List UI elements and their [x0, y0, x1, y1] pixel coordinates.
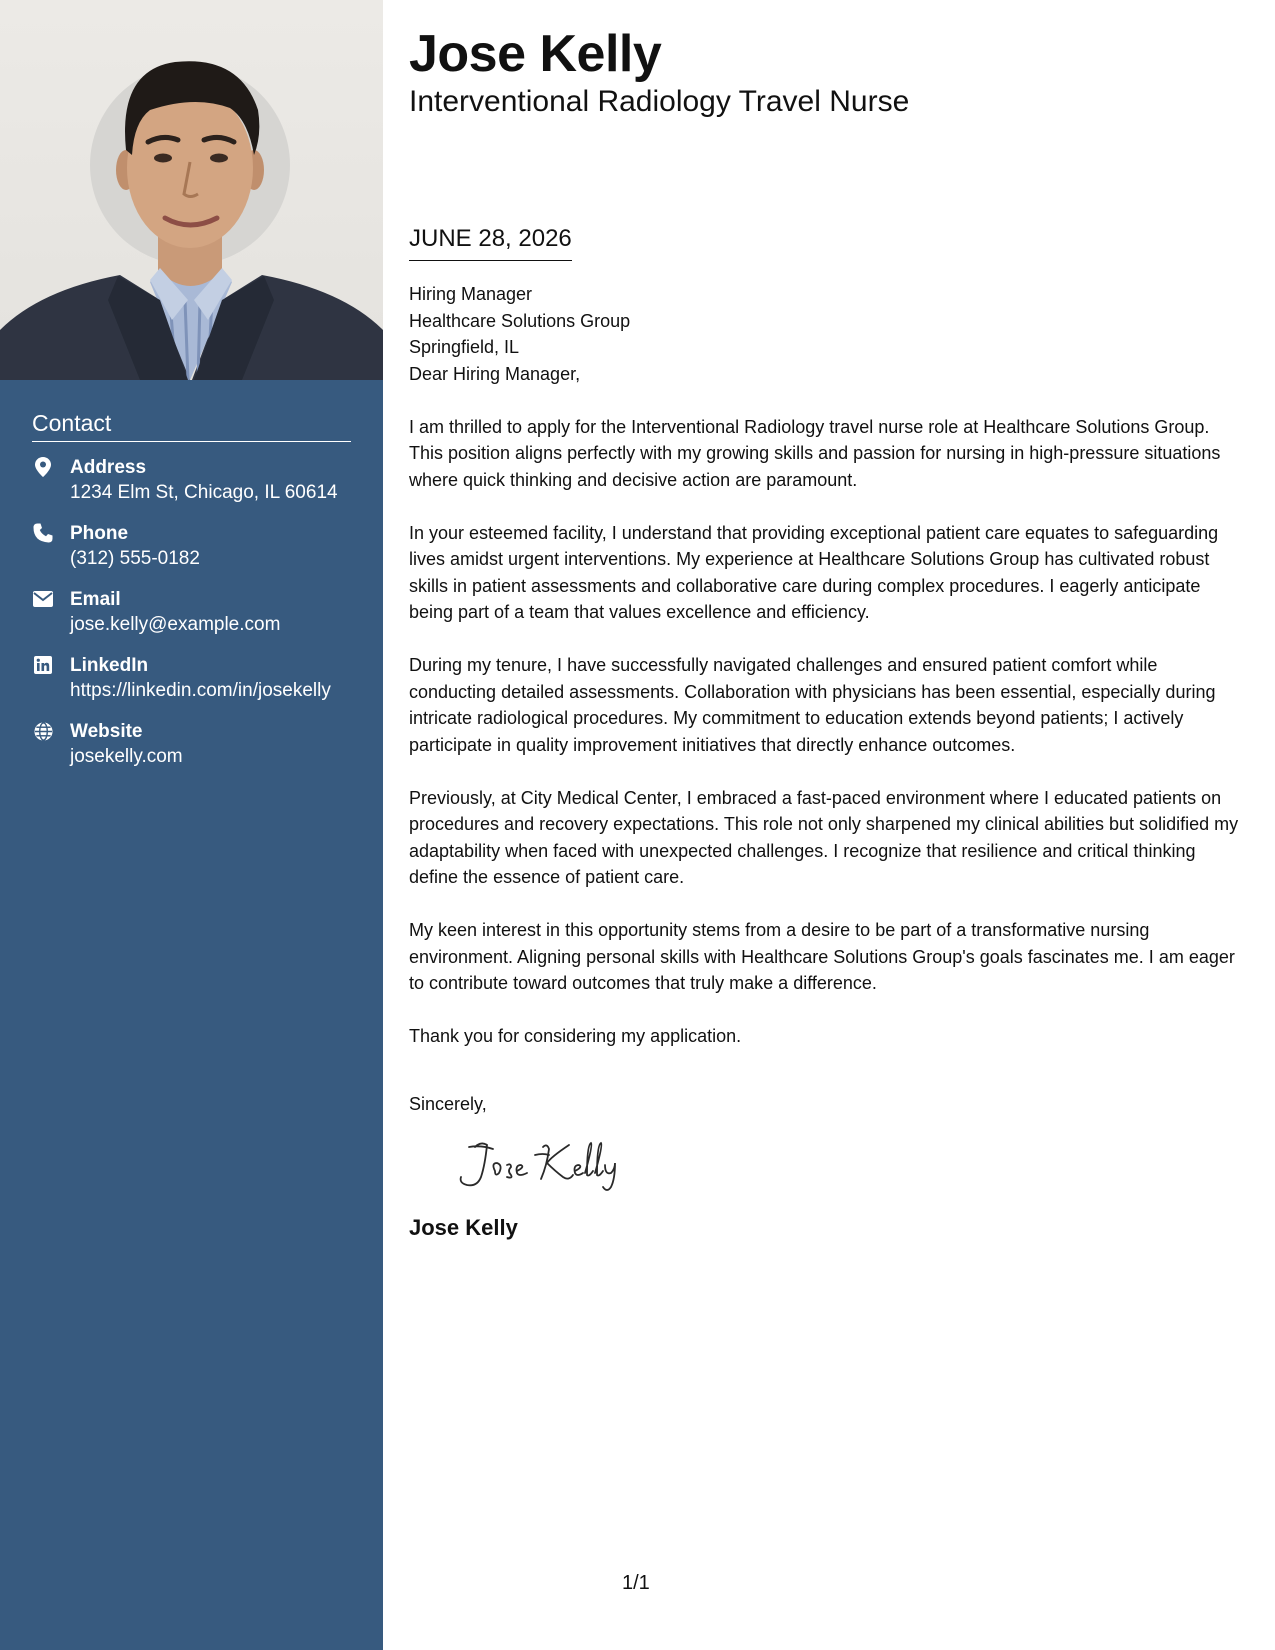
letter-paragraph: Previously, at City Medical Center, I embraced a fast-paced environment where I educated patients on procedures and recovery expectations. This role not only sharpened my clinical abilities but solidified my adaptability when faced with unexpected challenges. I recognize that resilience and critical thinking define the essence of patient care. — [409, 787, 1239, 887]
phone-icon — [32, 522, 54, 544]
date-block — [409, 224, 572, 261]
letter-paragraph: In your esteemed facility, I understand that providing exceptional patient care equates to safeguarding lives amidst urgent interventions. My experience at Healthcare Solutions Group has cultivated robust skills in patient assessments and collaborative care during complex procedures. I eagerly anticipate being part of a team that values excellence and efficiency. — [409, 522, 1219, 622]
letter-paragraph: My keen interest in this opportunity stems from a desire to be part of a transformative nursing environment. Aligning personal skills with Healthcare Solutions Group's goals fascinates me. I am eager to contribute toward outcomes that truly make a difference. — [409, 920, 1235, 993]
signer-name: Jose Kelly — [409, 1214, 518, 1240]
letter-date: JUNE 28, 2026 — [409, 224, 572, 261]
envelope-icon — [32, 588, 54, 610]
contact-item-phone — [32, 522, 351, 571]
recipient-line: Springfield, IL — [409, 337, 520, 357]
address-label: Address — [70, 457, 147, 478]
email-label: Email — [70, 589, 121, 610]
linkedin-icon — [32, 654, 54, 676]
closing: Sincerely, — [409, 1093, 487, 1114]
recipient-block — [409, 281, 1275, 361]
contact-heading: Contact — [32, 410, 351, 442]
address-value: 1234 Elm St, Chicago, IL 60614 — [70, 482, 338, 503]
contact-item-address — [32, 456, 351, 505]
phone-label: Phone — [70, 523, 129, 544]
handwritten-signature — [451, 1135, 1275, 1205]
sidebar — [0, 0, 383, 1650]
letter-body — [409, 361, 1239, 1050]
letter-paragraph: Thank you for considering my application. — [409, 1026, 742, 1046]
website-label: Website — [70, 721, 143, 742]
contact-item-website — [32, 720, 351, 769]
linkedin-label: LinkedIn — [70, 655, 149, 676]
map-pin-icon — [32, 456, 54, 478]
applicant-name: Jose Kelly — [409, 25, 662, 83]
phone-value: (312) 555-0182 — [70, 548, 200, 569]
letter-paragraph: During my tenure, I have successfully navigated challenges and ensured patient comfort while conducting detailed assessments. Collaboration with physicians has been essential, especially during intricate radiological procedures. My commitment to education extends beyond patients; I actively participate in quality improvement initiatives that directly enhance outcomes. — [409, 655, 1216, 755]
page-number: 1/1 — [622, 1572, 650, 1594]
recipient-line: Healthcare Solutions Group — [409, 310, 631, 331]
contact-item-email — [32, 588, 351, 637]
recipient-line: Hiring Manager — [409, 284, 533, 304]
applicant-job-title: Interventional Radiology Travel Nurse — [409, 85, 910, 118]
contact-item-linkedin — [32, 654, 351, 703]
contact-section — [0, 380, 383, 769]
website-value: josekelly.com — [70, 746, 183, 767]
linkedin-value: https://linkedin.com/in/josekelly — [70, 680, 331, 701]
profile-photo — [0, 0, 383, 380]
letter-main — [383, 0, 1275, 1650]
globe-icon — [32, 720, 54, 742]
letter-paragraph: I am thrilled to apply for the Interventional Radiology travel nurse role at Healthcare Solutions Group. This position aligns perfectly with my growing skills and passion for nursing in high-pressure situations where quick thinking and decisive action are paramount. — [409, 416, 1221, 490]
salutation: Dear Hiring Manager, — [409, 363, 581, 384]
email-value: jose.kelly@example.com — [70, 614, 281, 635]
